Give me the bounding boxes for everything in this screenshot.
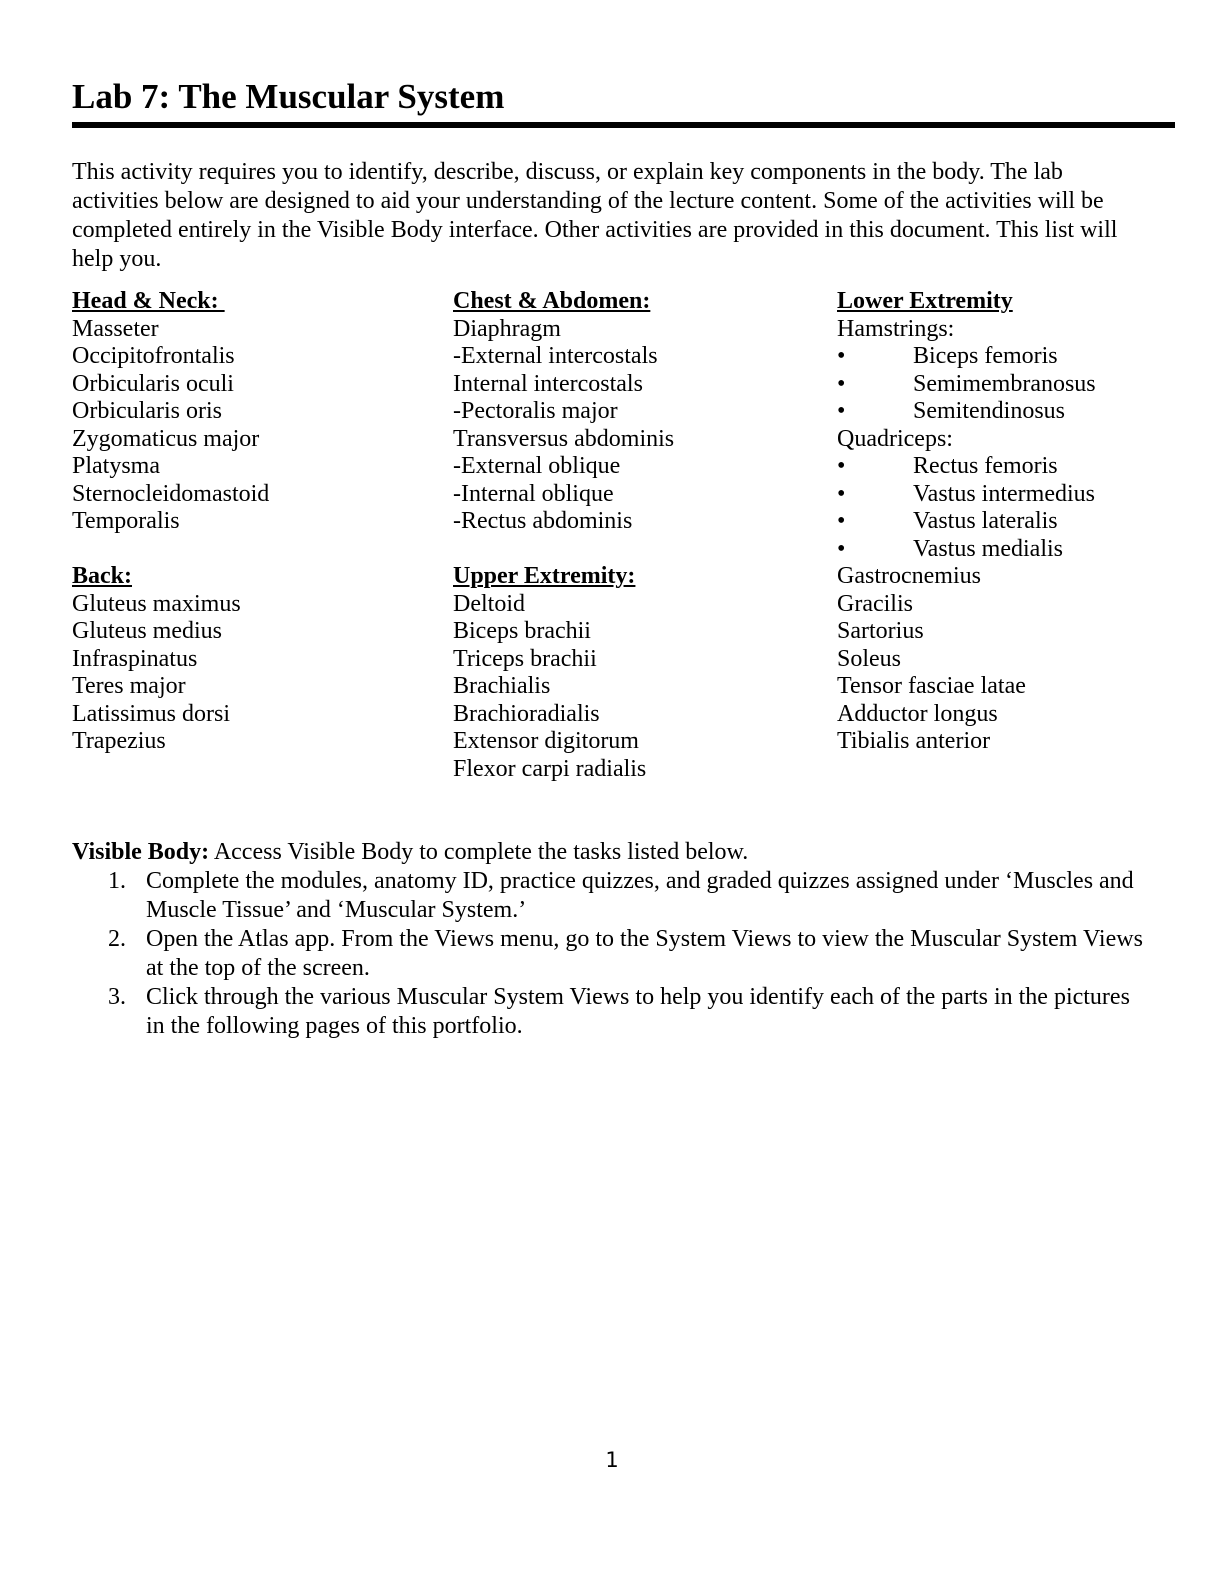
muscle-item: Soleus <box>837 645 902 672</box>
step-item <box>72 867 1152 925</box>
muscle-item <box>837 398 1157 426</box>
muscle-item: Flexor carpi radialis <box>453 755 647 782</box>
step-number: 1. <box>108 868 126 894</box>
step-line: Complete the modules, anatomy ID, practice quizzes, and graded quizzes assigned under ‘Muscles and <box>146 868 1134 894</box>
step-text <box>146 983 1152 1041</box>
muscle-item: -Rectus abdominis <box>453 508 633 534</box>
muscle-item: Infraspinatus <box>72 645 198 672</box>
muscle-item: Gracilis <box>837 590 913 617</box>
muscle-item <box>837 453 1157 481</box>
bullet-icon: • <box>837 370 846 397</box>
step-line: in the following pages of this portfolio. <box>146 1013 523 1039</box>
intro-line: completed entirely in the Visible Body interface. Other activities are provided in this document. This list will <box>72 217 1118 243</box>
visible-body-lead <box>72 838 1152 867</box>
intro-line: activities below are designed to aid your understanding of the lecture content. Some of the activities will be <box>72 188 1104 214</box>
muscle-item: Trapezius <box>72 728 166 754</box>
muscle-item: Triceps brachii <box>453 645 597 672</box>
muscle-item: Masseter <box>72 315 159 342</box>
visible-body-section <box>72 838 1152 1041</box>
muscle-item: Quadriceps: <box>837 425 953 452</box>
muscle-item: Tensor fasciae latae <box>837 673 1026 699</box>
muscle-item <box>837 481 1157 509</box>
muscle-item: Gastrocnemius <box>837 563 981 589</box>
muscle-item-text: Vastus lateralis <box>913 508 1058 534</box>
muscle-item <box>837 508 1157 536</box>
muscle-list-columns <box>72 288 1224 783</box>
bullet-icon: • <box>837 453 846 479</box>
muscle-item: Sartorius <box>837 618 924 644</box>
step-item <box>72 983 1152 1041</box>
muscle-item: Adductor longus <box>837 700 998 727</box>
bullet-icon: • <box>837 480 846 507</box>
muscle-item: Internal intercostals <box>453 370 643 397</box>
muscle-item: Deltoid <box>453 590 525 617</box>
column-chest-upper-extremity <box>453 288 837 783</box>
section-heading-text: Lower Extremity <box>837 288 1013 314</box>
muscle-item: Zygomaticus major <box>72 425 260 452</box>
section-gap <box>453 536 837 564</box>
section-heading <box>453 563 837 591</box>
muscle-item: -External oblique <box>453 453 621 479</box>
muscle-item <box>837 536 1157 564</box>
muscle-item-text: Semimembranosus <box>913 370 1096 397</box>
visible-body-label: Visible Body: <box>72 839 210 865</box>
step-line: Click through the various Muscular System Views to help you identify each of the parts in the pictures <box>146 984 1130 1010</box>
intro-line: help you. <box>72 246 162 272</box>
section-heading <box>453 288 837 316</box>
section-heading-text: Chest & Abdomen: <box>453 288 651 314</box>
muscle-item: Transversus abdominis <box>453 425 675 452</box>
intro-line: This activity requires you to identify, describe, discuss, or explain key components in the body. The lab <box>72 159 1063 185</box>
column-head-neck-back <box>72 288 453 783</box>
muscle-item: Biceps brachii <box>453 618 591 644</box>
visible-body-lead-text: Access Visible Body to complete the tasks listed below. <box>209 839 749 865</box>
section-heading <box>72 288 453 316</box>
muscle-item-text: Vastus intermedius <box>913 480 1095 507</box>
bullet-icon: • <box>837 535 846 562</box>
step-line: Muscle Tissue’ and ‘Muscular System.’ <box>146 897 527 923</box>
muscle-item-text: Rectus femoris <box>913 453 1058 479</box>
page-number: 1 <box>605 1448 619 1472</box>
muscle-item: Gluteus maximus <box>72 590 241 617</box>
section-heading <box>837 288 1157 316</box>
muscle-item: Occipitofrontalis <box>72 343 235 369</box>
muscle-item: Orbicularis oris <box>72 398 222 424</box>
muscle-item-text: Semitendinosus <box>913 398 1066 424</box>
step-text <box>146 867 1152 925</box>
section-heading <box>72 563 453 591</box>
muscle-item-text: Biceps femoris <box>913 343 1058 369</box>
muscle-item: Hamstrings: <box>837 315 955 342</box>
column-lower-extremity <box>837 288 1157 783</box>
muscle-item <box>837 343 1157 371</box>
muscle-item <box>837 371 1157 399</box>
muscle-item: Platysma <box>72 453 160 479</box>
muscle-item: Diaphragm <box>453 315 561 342</box>
muscle-item: Orbicularis oculi <box>72 370 234 397</box>
section-gap <box>72 536 453 564</box>
muscle-item: Latissimus dorsi <box>72 700 231 727</box>
section-heading-text: Head & Neck: <box>72 288 225 314</box>
muscle-item: Gluteus medius <box>72 618 222 644</box>
muscle-item: Tibialis anterior <box>837 728 991 754</box>
muscle-item-text: Vastus medialis <box>913 535 1063 562</box>
muscle-item: Teres major <box>72 673 186 699</box>
muscle-item: -Pectoralis major <box>453 398 618 424</box>
muscle-item: Sternocleidomastoid <box>72 480 270 507</box>
muscle-item: Temporalis <box>72 508 180 534</box>
muscle-item: Brachioradialis <box>453 700 600 727</box>
step-text <box>146 925 1152 983</box>
step-number: 2. <box>108 926 126 952</box>
bullet-icon: • <box>837 508 846 534</box>
step-line: at the top of the screen. <box>146 955 370 981</box>
bullet-icon: • <box>837 343 846 369</box>
muscle-item: -External intercostals <box>453 343 658 369</box>
step-number: 3. <box>108 984 126 1010</box>
section-heading-text: Upper Extremity: <box>453 563 636 589</box>
intro-paragraph <box>72 158 1224 274</box>
page-title: Lab 7: The Muscular System <box>72 76 1175 128</box>
muscle-item: -Internal oblique <box>453 480 614 507</box>
step-item <box>72 925 1152 983</box>
muscle-item: Brachialis <box>453 673 551 699</box>
section-heading-text: Back: <box>72 563 132 589</box>
step-line: Open the Atlas app. From the Views menu, go to the System Views to view the Muscular System Views <box>146 926 1143 952</box>
visible-body-steps <box>72 867 1152 1041</box>
muscle-item: Extensor digitorum <box>453 728 639 754</box>
bullet-icon: • <box>837 398 846 424</box>
